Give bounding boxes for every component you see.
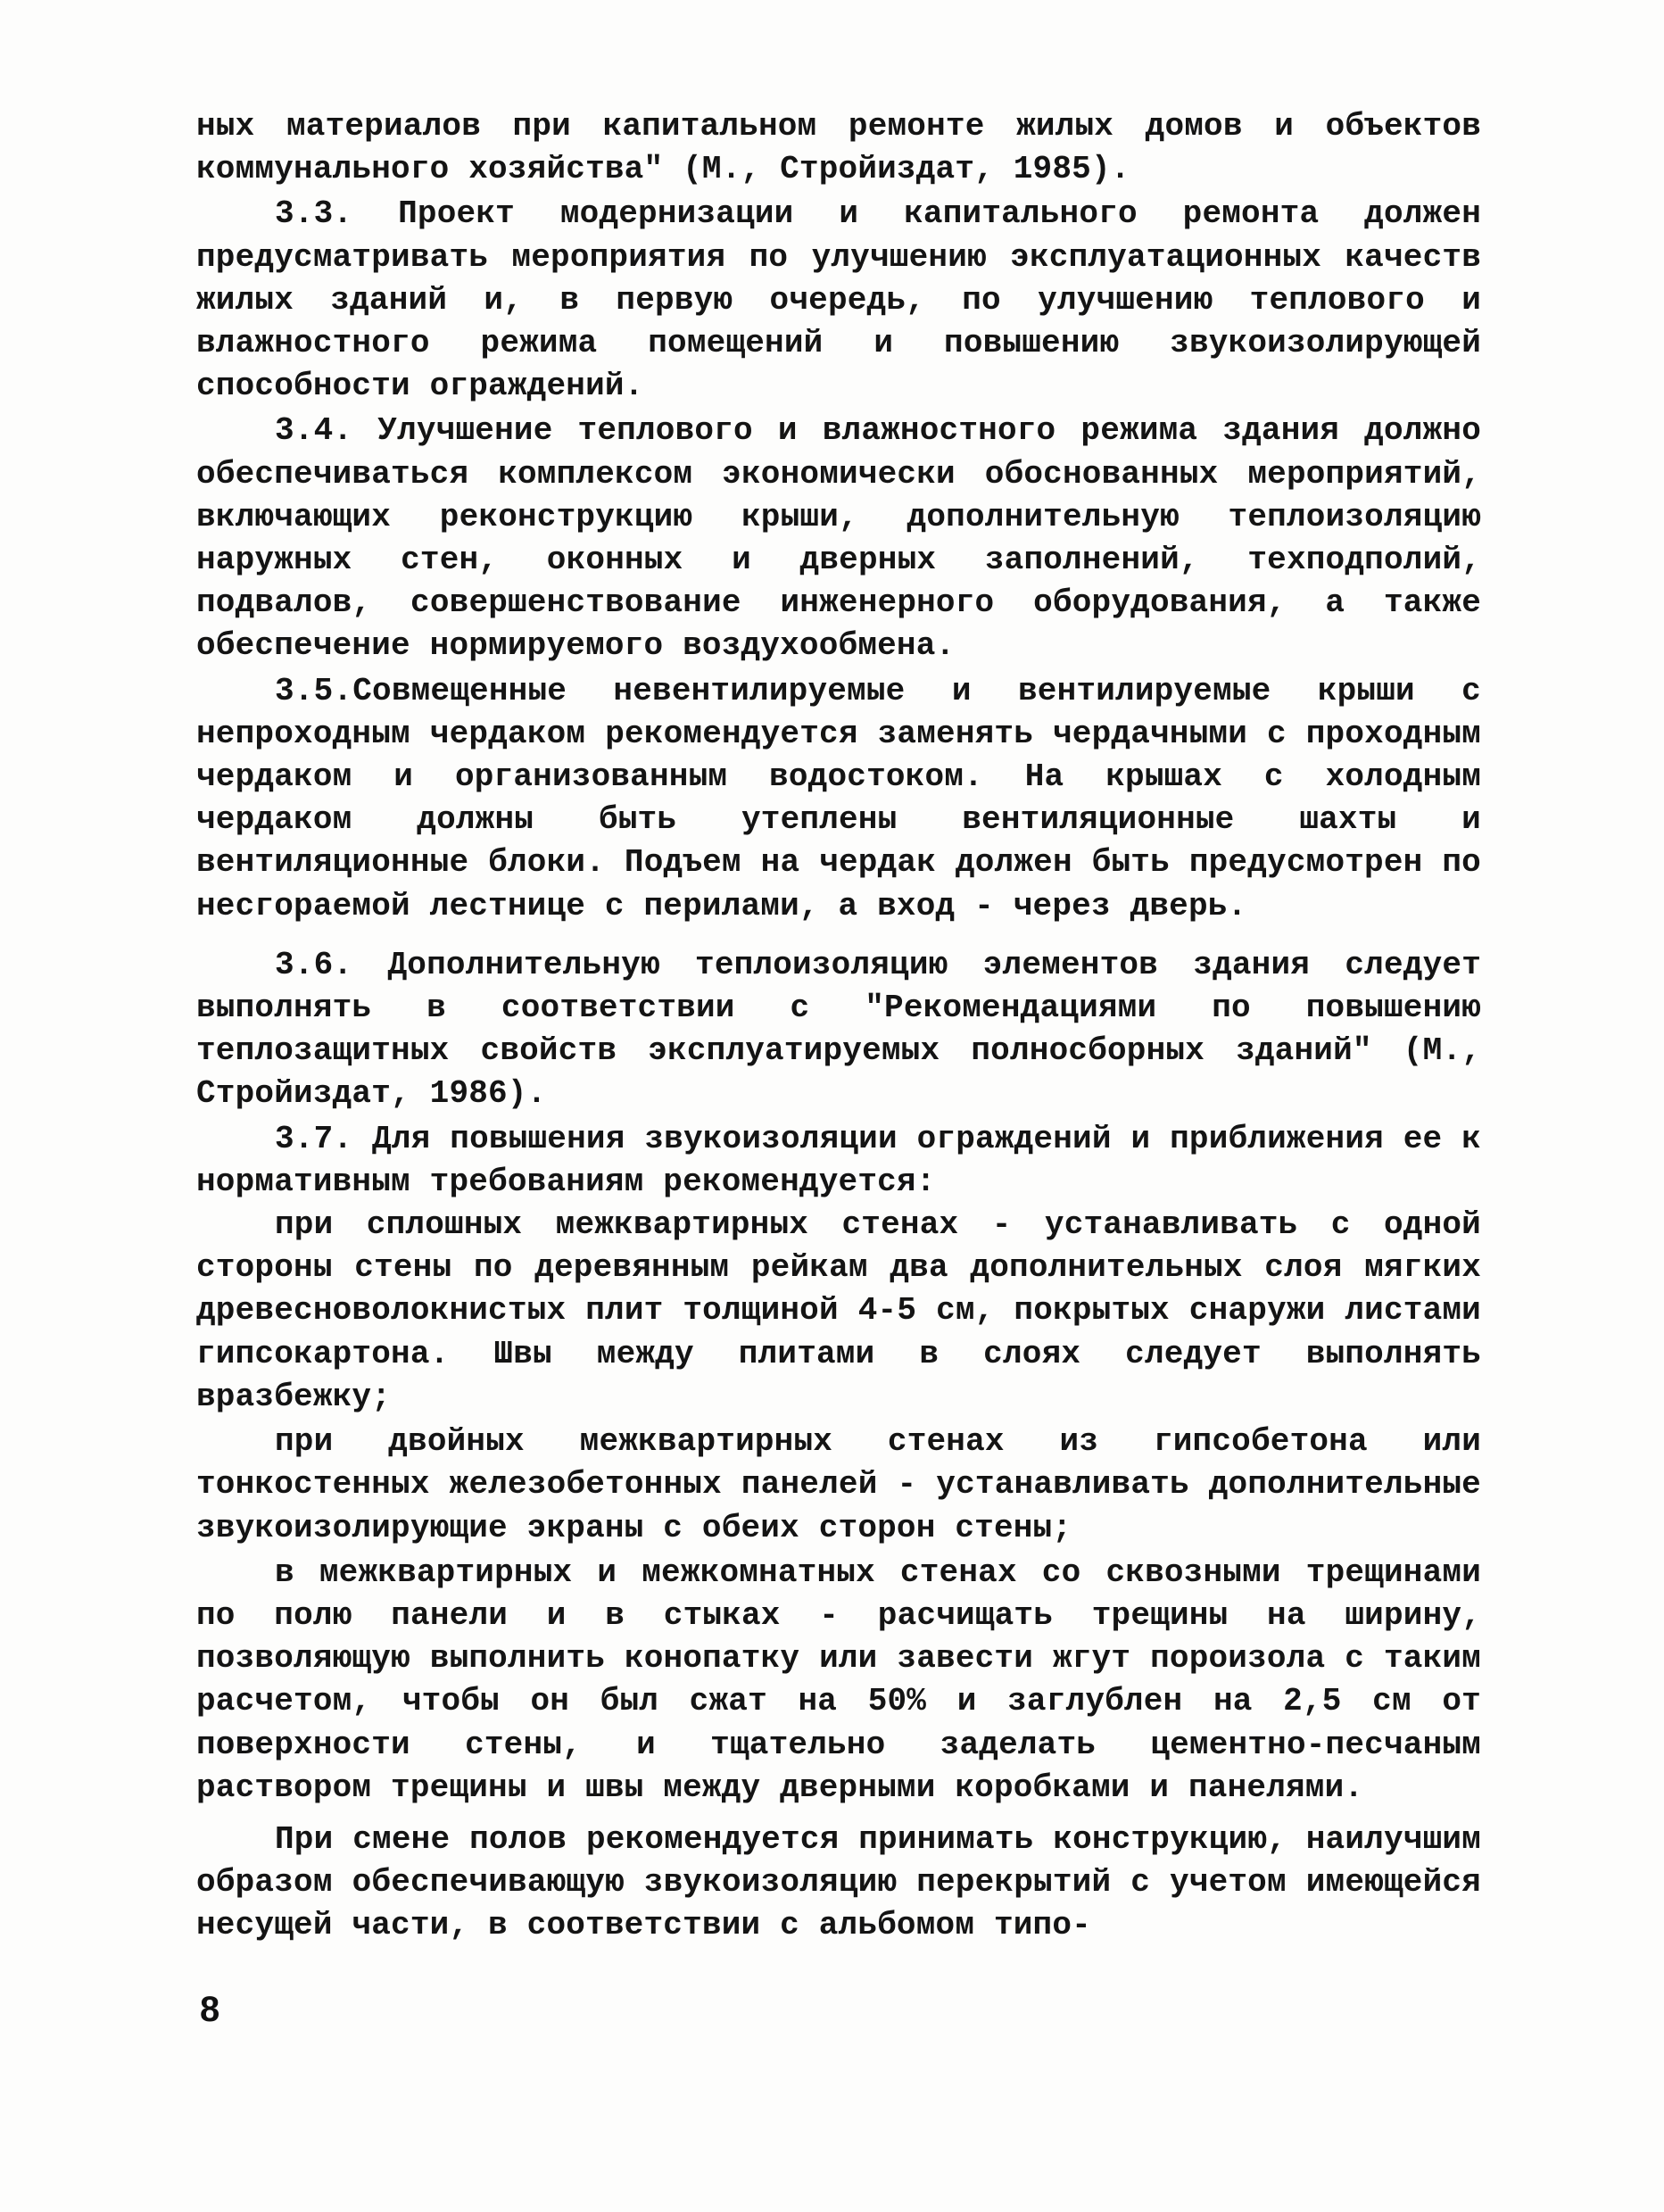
paragraph-3-6: 3.6. Дополнительную теплоизоляцию элементов здания следует выполнять в соответствии с "Рекомендациями по повышению теплозащитных свойств эксплуатируемых полносборных зданий" (М., Стройиздат, 1986). [196,946,1481,1113]
paragraph-solid-walls: при сплошных межквартирных стенах - устанавливать с одной стороны стены по деревянным рейкам два дополнительных слоя мягких древесноволокнистых плит толщиной 4-5 см, покрытых снаружи листами гипсокартона. Швы между плитами в слоях следует выполнять вразбежку; [196,1206,1481,1415]
paragraph-3-4: 3.4. Улучшение теплового и влажностного режима здания должно обеспечиваться комплексом экономически обоснованных мероприятий, включающих реконструкцию крыши, дополнительную теплоизоляцию наружных стен, оконных и дверных заполнений, техподполий, подвалов, совершенствование инженерного оборудования, а также обеспечение нормируемого воздухообмена. [196,412,1481,665]
paragraph-3-5: 3.5.Совмещенные невентилируемые и вентилируемые крыши с непроходным чердаком рекомендуется заменять чердачными с проходным чердаком и организованным водостоком. На крышах с холодным чердаком должны быть утеплены вентиляционные шахты и вентиляционные блоки. Подъем на чердак должен быть предусмотрен по несгораемой лестнице с перилами, а вход - через дверь. [196,672,1481,924]
page-body [196,105,1481,1948]
paragraph-cracked-walls: в межквартирных и межкомнатных стенах со сквозными трещинами по полю панели и в стыках - расчищать трещины на ширину, позволяющую выполнить конопатку или завести жгут пороизола с таким расчетом, чтобы он был сжат на 50% и заглублен на 2,5 см от поверхности стены, и тщательно заделать цементно-песчаным раствором трещины и швы между дверными коробками и панелями. [196,1553,1481,1806]
page-number: 8 [200,1990,220,2029]
paragraph-continuation-3-2: ных материалов при капитальном ремонте жилых домов и объектов коммунального хозяйства" (М., Стройиздат, 1985). [196,108,1481,188]
paragraph-floor-replacement: При смене полов рекомендуется принимать конструкцию, наилучшим образом обеспечивающую звукоизоляцию перекрытий с учетом имеющейся несущей части, в соответствии с альбомом типо- [196,1820,1481,1944]
paragraph-3-7: 3.7. Для повышения звукоизоляции ограждений и приближения ее к нормативным требованиям рекомендуется: [196,1120,1481,1200]
paragraph-double-walls: при двойных межквартирных стенах из гипсобетона или тонкостенных железобетонных панелей - устанавливать дополнительные звукоизолирующие экраны с обеих сторон стены; [196,1423,1481,1546]
paragraph-3-3: 3.3. Проект модернизации и капитального ремонта должен предусматривать мероприятия по улучшению эксплуатационных качеств жилых зданий и, в первую очередь, по улучшению теплового и влажностного режима помещений и повышению звукоизолирующей способности ограждений. [196,195,1481,405]
